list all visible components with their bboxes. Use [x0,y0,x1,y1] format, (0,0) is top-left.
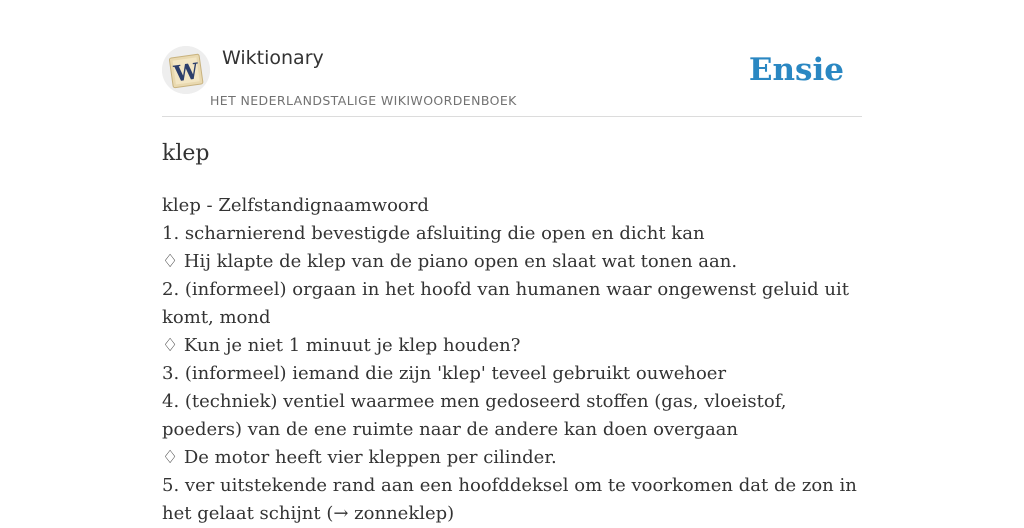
definition-example-1: ♢ Hij klapte de klep van de piano open en slaat wat tonen aan. [162,251,738,272]
definition-sense-2: 2. (informeel) orgaan in het hoofd van humanen waar ongewenst geluid uit komt, mond [162,279,849,328]
ensie-brand-logo[interactable]: Ensie [748,52,844,88]
site-tagline: HET NEDERLANDSTALIGE WIKIWOORDENBOEK [210,93,517,108]
svg-text:W: W [172,58,201,88]
definition-sense-4: 4. (techniek) ventiel waarmee men gedoseerd stoffen (gas, vloeistof, poeders) van de ene ruimte naar de andere kan doen overgaan [162,391,787,440]
definition-line-wordclass: klep - Zelfstandignaamwoord [162,195,429,216]
wiktionary-logo-icon[interactable] [162,46,210,94]
definition-example-2: ♢ Kun je niet 1 minuut je klep houden? [162,335,521,356]
definition-sense-5: 5. ver uitstekende rand aan een hoofddeksel om te voorkomen dat de zon in het gelaat schijnt (→ zonneklep) [162,475,857,524]
entry-title: klep [162,141,210,166]
definition-sense-3: 3. (informeel) iemand die zijn 'klep' teveel gebruikt ouwehoer [162,363,727,384]
site-name[interactable]: Wiktionary [222,47,324,69]
definition-sense-1: 1. scharnierend bevestigde afsluiting die open en dicht kan [162,223,705,244]
entry-definition [162,192,867,528]
site-header [162,44,862,117]
definition-example-4: ♢ De motor heeft vier kleppen per cilinder. [162,447,557,468]
